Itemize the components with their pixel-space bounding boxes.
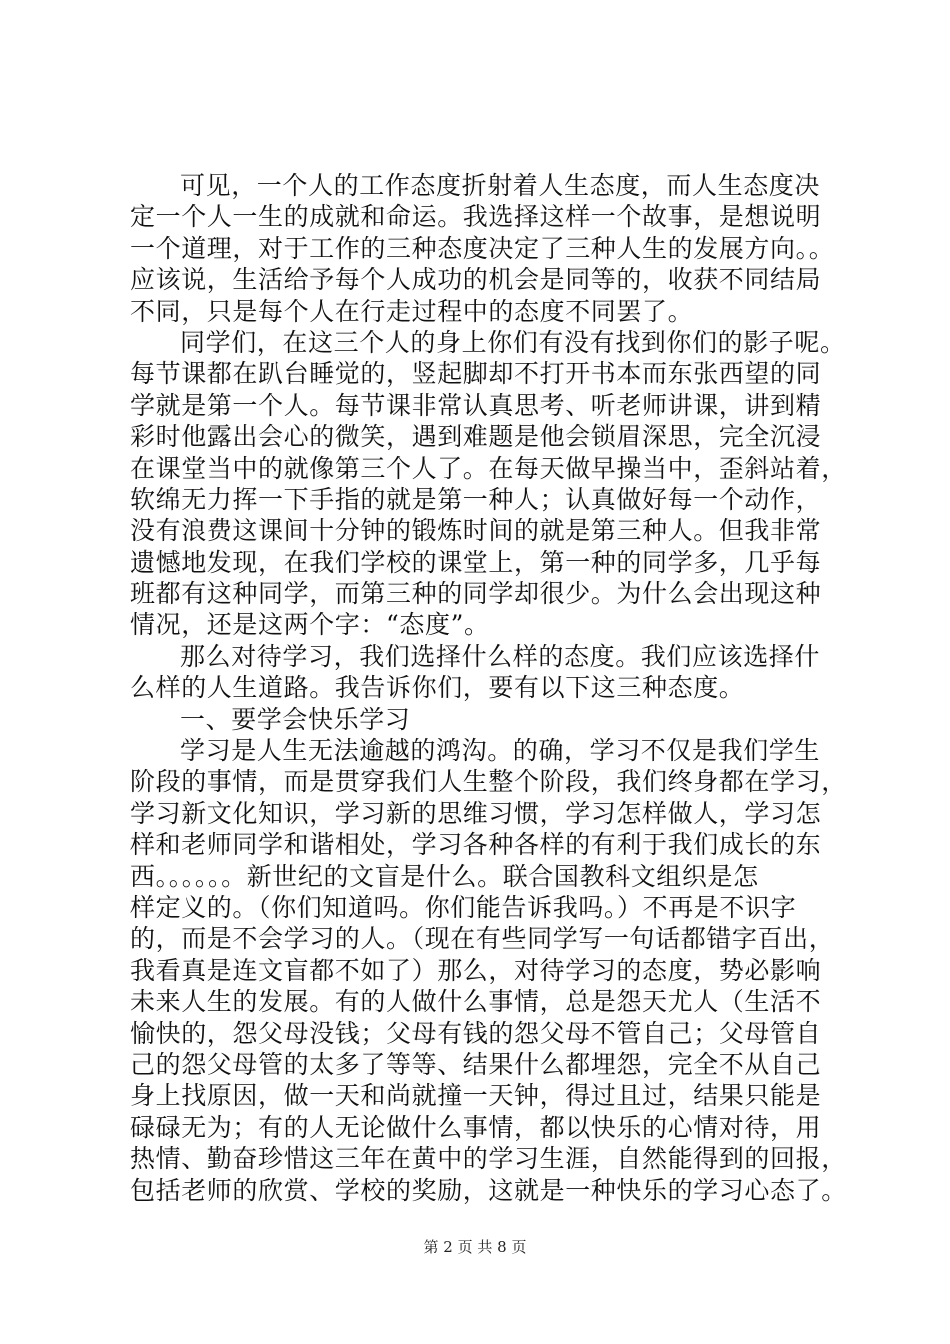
text-line: 没有浪费这课间十分钟的锻炼时间的就是第三种人。但我非常 xyxy=(130,516,822,546)
text-line: 定一个人一生的成就和命运。我选择这样一个故事，是想说明 xyxy=(130,202,822,232)
text-line: 一个道理，对于工作的三种态度决定了三种人生的发展方向。。 xyxy=(130,233,835,263)
text-line: 学习新文化知识，学习新的思维习惯，学习怎样做人，学习怎 xyxy=(130,798,822,828)
text-line: 包括老师的欣赏、学校的奖励，这就是一种快乐的学习心态了。 xyxy=(130,1175,847,1205)
text-line: 班都有这种同学，而第三种的同学却很少。为什么会出现这种 xyxy=(130,579,822,609)
text-line: 样和老师同学和谐相处，学习各种各样的有利于我们成长的东 xyxy=(130,830,822,860)
text-line: 在课堂当中的就像第三个人了。在每天做早操当中，歪斜站着， xyxy=(130,453,847,483)
text-line: 碌碌无为；有的人无论做什么事情，都以快乐的心情对待，用 xyxy=(130,1112,822,1142)
text-line: 应该说，生活给予每个人成功的机会是同等的，收获不同结局 xyxy=(130,265,822,295)
text-line: 么样的人生道路。我告诉你们，要有以下这三种态度。 xyxy=(130,673,745,703)
page-footer: 第 2 页 共 8 页 xyxy=(423,1238,527,1256)
text-line: 一、要学会快乐学习 xyxy=(180,704,411,734)
text-line: 我看真是连文盲都不如了）那么，对待学习的态度，势必影响 xyxy=(130,955,822,985)
text-line: 身上找原因，做一天和尚就撞一天钟，得过且过，结果只能是 xyxy=(130,1081,822,1111)
text-line: 热情、勤奋珍惜这三年在黄中的学习生涯，自然能得到的回报， xyxy=(130,1144,847,1174)
text-line: 学就是第一个人。每节课非常认真思考、听老师讲课，讲到精 xyxy=(130,390,822,420)
text-line: 情况，还是这两个字：“态度”。 xyxy=(130,610,490,640)
text-line: 阶段的事情，而是贯穿我们人生整个阶段，我们终身都在学习， xyxy=(130,767,847,797)
text-line: 样定义的。（你们知道吗。你们能告诉我吗。）不再是不识字 xyxy=(130,892,797,922)
text-line: 那么对待学习，我们选择什么样的态度。我们应该选择什 xyxy=(180,641,821,671)
text-line: 每节课都在趴台睡觉的，竖起脚却不打开书本而东张西望的同 xyxy=(130,359,822,389)
text-line: 彩时他露出会心的微笑，遇到难题是他会锁眉深思，完全沉浸 xyxy=(130,422,822,452)
text-line: 西。。。。。。新世纪的文盲是什么。联合国教科文组织是怎 xyxy=(130,861,759,891)
text-line: 己的怨父母管的太多了等等、结果什么都埋怨，完全不从自己 xyxy=(130,1049,822,1079)
text-line: 不同，只是每个人在行走过程中的态度不同罢了。 xyxy=(130,296,694,326)
text-line: 遗憾地发现，在我们学校的课堂上，第一种的同学多，几乎每 xyxy=(130,547,822,577)
text-line: 同学们，在这三个人的身上你们有没有找到你们的影子呢。 xyxy=(180,327,846,357)
text-line: 愉快的，怨父母没钱；父母有钱的怨父母不管自己；父母管自 xyxy=(130,1018,822,1048)
text-line: 的，而是不会学习的人。（现在有些同学写一句话都错字百出， xyxy=(130,924,835,954)
text-line: 学习是人生无法逾越的鸿沟。的确，学习不仅是我们学生 xyxy=(180,736,821,766)
text-line: 可见，一个人的工作态度折射着人生态度，而人生态度决 xyxy=(180,171,821,200)
document-body xyxy=(130,170,847,1206)
text-line: 未来人生的发展。有的人做什么事情，总是怨天尤人（生活不 xyxy=(130,987,822,1017)
text-line: 软绵无力挥一下手指的就是第一种人；认真做好每一个动作， xyxy=(130,484,822,514)
